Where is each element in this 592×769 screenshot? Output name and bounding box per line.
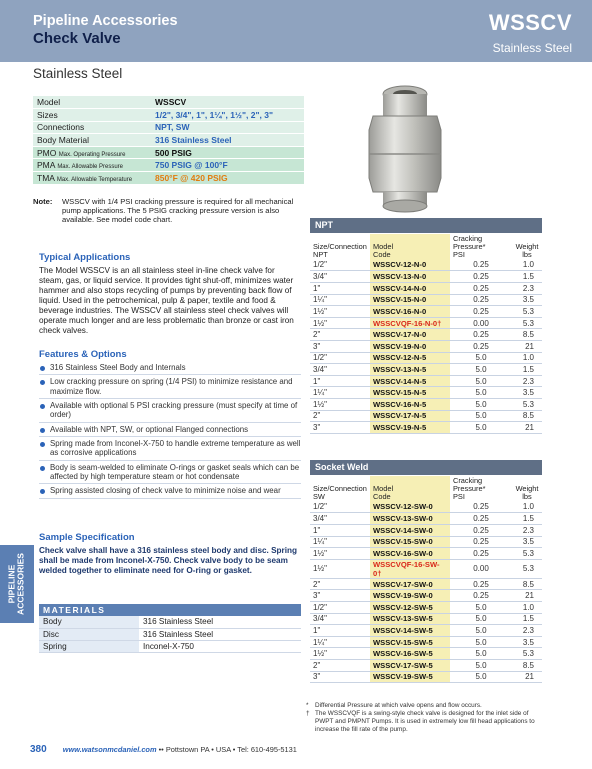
size-cell: 1½" — [310, 398, 370, 410]
table-row — [310, 294, 542, 306]
table-row — [310, 671, 542, 683]
table-row — [310, 317, 542, 329]
pressure-cell: 0.25 — [450, 329, 512, 341]
size-cell: 1/2" — [310, 352, 370, 364]
table-row — [310, 648, 542, 660]
table-row — [310, 340, 542, 352]
spec-value: 500 PSIG — [151, 146, 304, 159]
pressure-cell: 0.25 — [450, 590, 512, 602]
spec-row — [33, 96, 304, 109]
spec-value: NPT, SW — [151, 121, 304, 134]
pressure-cell: 5.0 — [450, 387, 512, 399]
npt-table-title: NPT — [310, 218, 542, 233]
weight-cell: 2.3 — [512, 625, 542, 637]
column-header — [310, 476, 370, 501]
table-row — [310, 601, 542, 613]
side-section-tab — [0, 545, 34, 623]
pressure-cell: 0.25 — [450, 524, 512, 536]
table-row — [310, 282, 542, 294]
product-title: Check Valve — [33, 30, 121, 47]
size-cell: 1¼" — [310, 636, 370, 648]
website-link[interactable]: www.watsonmcdaniel.com — [62, 745, 157, 754]
column-header-line: Model — [373, 241, 394, 251]
size-cell: 3/4" — [310, 364, 370, 376]
pressure-cell: 0.25 — [450, 536, 512, 548]
material-title: Stainless Steel — [492, 41, 572, 55]
column-header-unit: SW — [313, 491, 325, 501]
column-header-line: Size/Connection — [313, 241, 367, 251]
table-row — [310, 548, 542, 560]
pressure-cell: 5.0 — [450, 398, 512, 410]
feature-item: Spring assisted closing of check valve to minimize noise and wear — [39, 486, 301, 498]
model-code-cell: WSSCV-15-SW-5 — [370, 636, 450, 648]
size-cell: 1/2" — [310, 501, 370, 513]
spec-label: Sizes — [33, 109, 151, 122]
material-part: Body — [39, 616, 139, 628]
pressure-cell: 0.00 — [450, 317, 512, 329]
model-code-cell: WSSCV-13-N-0 — [370, 271, 450, 283]
size-cell: 3/4" — [310, 271, 370, 283]
table-row — [310, 410, 542, 422]
table-row — [310, 364, 542, 376]
material-row — [39, 628, 301, 640]
spec-label: PMO Max. Operating Pressure — [33, 146, 151, 159]
spec-label-detail: Max. Allowable Pressure — [57, 164, 124, 171]
spec-row — [33, 159, 304, 172]
model-code-cell: WSSCV-12-N-5 — [370, 352, 450, 364]
model-code-cell: WSSCV-19-SW-0 — [370, 590, 450, 602]
table-row — [310, 578, 542, 590]
page-header — [0, 0, 592, 62]
weight-cell: 1.0 — [512, 601, 542, 613]
weight-cell: 2.3 — [512, 524, 542, 536]
pressure-cell: 0.25 — [450, 259, 512, 271]
column-header — [310, 234, 370, 259]
feature-item: Low cracking pressure on spring (1/4 PSI) to minimize resistance and maximize flow. — [39, 377, 301, 399]
spec-value: 850°F @ 420 PSIG — [151, 172, 304, 185]
socket-weld-table — [310, 476, 542, 683]
size-cell: 2" — [310, 329, 370, 341]
sample-spec-text: Check valve shall have a 316 stainless steel body and disc. Spring shall be made from Inconel-X-750. Check valve body to be seam welded together to eliminate need for O-ring or gasket. — [39, 546, 298, 575]
pressure-cell: 0.25 — [450, 513, 512, 525]
pressure-cell: 5.0 — [450, 625, 512, 637]
material-value: 316 Stainless Steel — [139, 628, 301, 640]
model-code-cell: WSSCV-16-SW-5 — [370, 648, 450, 660]
model-code-cell: WSSCV-13-N-5 — [370, 364, 450, 376]
spec-label: Model — [33, 96, 151, 109]
footnotes — [306, 702, 546, 734]
footnote-text: Differential Pressure at which valve opens and flow occurs. — [315, 702, 482, 709]
size-cell: 1¼" — [310, 387, 370, 399]
model-code-cell: WSSCVQF-16-N-0† — [370, 317, 450, 329]
column-header-unit: Code — [373, 249, 391, 259]
pressure-cell: 0.25 — [450, 306, 512, 318]
size-cell: 3" — [310, 340, 370, 352]
table-row — [310, 536, 542, 548]
page-subtitle: Stainless Steel — [33, 66, 123, 81]
footnote-mark: † — [306, 710, 310, 717]
model-code-cell: WSSCV-15-N-5 — [370, 387, 450, 399]
weight-cell: 5.3 — [512, 559, 542, 578]
pressure-cell: 5.0 — [450, 364, 512, 376]
size-cell: 1½" — [310, 559, 370, 578]
table-row — [310, 659, 542, 671]
weight-cell: 8.5 — [512, 659, 542, 671]
weight-cell: 5.3 — [512, 648, 542, 660]
column-header — [370, 234, 450, 259]
material-value: 316 Stainless Steel — [139, 616, 301, 628]
spec-label: TMA Max. Allowable Temperature — [33, 172, 151, 185]
model-code-cell: WSSCV-19-N-0 — [370, 340, 450, 352]
spec-value: WSSCV — [151, 96, 304, 109]
materials-table — [39, 616, 301, 653]
model-code-cell: WSSCV-15-SW-0 — [370, 536, 450, 548]
model-code-cell: WSSCV-13-SW-0 — [370, 513, 450, 525]
weight-cell: 1.5 — [512, 513, 542, 525]
pressure-cell: 0.25 — [450, 271, 512, 283]
table-row — [310, 375, 542, 387]
model-code-cell: WSSCV-12-SW-5 — [370, 601, 450, 613]
column-header-line: Cracking Pressure* — [453, 476, 486, 493]
table-row — [310, 259, 542, 271]
size-cell: 2" — [310, 410, 370, 422]
pressure-cell: 5.0 — [450, 601, 512, 613]
weight-cell: 1.5 — [512, 271, 542, 283]
table-row — [310, 306, 542, 318]
model-code-cell: WSSCV-17-SW-5 — [370, 659, 450, 671]
pressure-cell: 0.25 — [450, 501, 512, 513]
pressure-cell: 0.25 — [450, 340, 512, 352]
weight-cell: 2.3 — [512, 375, 542, 387]
note — [33, 197, 308, 224]
table-row — [310, 625, 542, 637]
weight-cell: 1.0 — [512, 352, 542, 364]
size-cell: 1½" — [310, 648, 370, 660]
spec-label: PMA Max. Allowable Pressure — [33, 159, 151, 172]
size-cell: 3/4" — [310, 513, 370, 525]
pressure-cell: 0.25 — [450, 578, 512, 590]
column-header-unit: NPT — [313, 249, 328, 259]
material-part: Disc — [39, 628, 139, 640]
pressure-cell: 5.0 — [450, 352, 512, 364]
weight-cell: 3.5 — [512, 536, 542, 548]
weight-cell: 8.5 — [512, 329, 542, 341]
spec-value: 750 PSIG @ 100°F — [151, 159, 304, 172]
typical-applications-body: The Model WSSCV is an all stainless steel in-line check valve for steam, gas, or liquid service. It provides tight shut-off, minimizes water hammer and also stops recycling of pumps by preventing back flow of liquid. Used in the petrochemical, pulp & paper, textile and food & beverage industries. The WSSCV all stainless steel check valves will operate much longer and are less problematic than bronze or cast iron check valves. — [39, 266, 294, 335]
model-code-cell: WSSCV-19-N-5 — [370, 422, 450, 434]
weight-cell: 3.5 — [512, 387, 542, 399]
weight-cell: 21 — [512, 590, 542, 602]
weight-cell: 1.0 — [512, 259, 542, 271]
model-code-cell: WSSCV-19-SW-5 — [370, 671, 450, 683]
pressure-cell: 0.00 — [450, 559, 512, 578]
weight-cell: 5.3 — [512, 548, 542, 560]
footnote-text: The WSSCVQF is a swing-style check valve is designed for the inlet side of PWPT and PMPNT Pumps. It is used in extremely low fill head applications to increase the fill rate of the pump. — [315, 710, 535, 733]
weight-cell: 21 — [512, 340, 542, 352]
size-cell: 3" — [310, 590, 370, 602]
weight-cell: 8.5 — [512, 578, 542, 590]
model-code-cell: WSSCV-14-N-5 — [370, 375, 450, 387]
model-code-title: WSSCV — [488, 10, 572, 35]
table-row — [310, 613, 542, 625]
feature-item: Available with optional 5 PSI cracking pressure (must specify at time of order) — [39, 401, 301, 423]
footnote — [306, 710, 546, 734]
typical-applications-heading: Typical Applications — [39, 252, 131, 263]
size-cell: 1" — [310, 524, 370, 536]
pressure-cell: 5.0 — [450, 671, 512, 683]
model-code-cell: WSSCV-17-N-0 — [370, 329, 450, 341]
footnote — [306, 702, 546, 710]
weight-cell: 3.5 — [512, 636, 542, 648]
column-header-line: Cracking Pressure* — [453, 234, 486, 251]
table-row — [310, 636, 542, 648]
column-header — [512, 476, 542, 501]
side-tab-label: PIPELINE ACCESSORIES — [6, 553, 26, 615]
feature-item: Body is seam-welded to eliminate O-rings or gasket seals which can be affected by high temperature steam or hot condensate — [39, 463, 301, 485]
sw-table-title: Socket Weld — [310, 460, 542, 475]
spec-table — [33, 96, 304, 185]
weight-cell: 1.5 — [512, 364, 542, 376]
model-code-cell: WSSCV-12-SW-0 — [370, 501, 450, 513]
model-code-cell: WSSCV-14-SW-0 — [370, 524, 450, 536]
size-cell: 1¼" — [310, 536, 370, 548]
pressure-cell: 5.0 — [450, 375, 512, 387]
spec-value: 316 Stainless Steel — [151, 134, 304, 147]
pressure-cell: 0.25 — [450, 282, 512, 294]
weight-cell: 8.5 — [512, 410, 542, 422]
features-list — [39, 363, 301, 501]
spec-row — [33, 146, 304, 159]
spec-label: Body Material — [33, 134, 151, 147]
column-header-line: Size/Connection — [313, 483, 367, 493]
weight-cell: 5.3 — [512, 398, 542, 410]
size-cell: 1/2" — [310, 259, 370, 271]
column-header-line: Weight — [515, 483, 539, 493]
model-code-cell: WSSCVQF-16-SW-0† — [370, 559, 450, 578]
column-header — [450, 476, 512, 501]
weight-cell: 21 — [512, 671, 542, 683]
pressure-cell: 5.0 — [450, 659, 512, 671]
column-header — [450, 234, 512, 259]
weight-cell: 2.3 — [512, 282, 542, 294]
weight-cell: 5.3 — [512, 306, 542, 318]
model-code-cell: WSSCV-14-N-0 — [370, 282, 450, 294]
size-cell: 1" — [310, 375, 370, 387]
weight-cell: 21 — [512, 422, 542, 434]
table-row — [310, 398, 542, 410]
page-number: 380 — [30, 744, 47, 755]
table-row — [310, 329, 542, 341]
model-code-cell: WSSCV-15-N-0 — [370, 294, 450, 306]
model-code-cell: WSSCV-12-N-0 — [370, 259, 450, 271]
column-header-unit: Code — [373, 491, 391, 501]
column-header-unit: PSI — [453, 249, 465, 259]
feature-item: Spring made from Inconel-X-750 to handle extreme temperature as well as corrosive applications — [39, 439, 301, 461]
model-code-cell: WSSCV-16-SW-0 — [370, 548, 450, 560]
note-label: Note: — [33, 197, 53, 206]
footnote-mark: * — [306, 702, 309, 709]
table-row — [310, 590, 542, 602]
table-row — [310, 271, 542, 283]
table-row — [310, 387, 542, 399]
table-row — [310, 524, 542, 536]
model-code-cell: WSSCV-16-N-0 — [370, 306, 450, 318]
model-code-cell: WSSCV-17-N-5 — [370, 410, 450, 422]
model-code-cell: WSSCV-13-SW-5 — [370, 613, 450, 625]
weight-cell: 5.3 — [512, 317, 542, 329]
spec-row — [33, 172, 304, 185]
column-header — [370, 476, 450, 501]
size-cell: 2" — [310, 578, 370, 590]
column-header — [512, 234, 542, 259]
model-code-cell: WSSCV-16-N-5 — [370, 398, 450, 410]
category-title: Pipeline Accessories — [33, 13, 178, 29]
pressure-cell: 5.0 — [450, 636, 512, 648]
spec-label-detail: Max. Allowable Temperature — [56, 176, 133, 183]
size-cell: 3" — [310, 671, 370, 683]
pressure-cell: 5.0 — [450, 422, 512, 434]
spec-label-detail: Max. Operating Pressure — [58, 151, 126, 158]
features-heading: Features & Options — [39, 349, 127, 360]
pressure-cell: 5.0 — [450, 613, 512, 625]
spec-value: 1/2", 3/4", 1", 1¼", 1½", 2", 3" — [151, 109, 304, 122]
weight-cell: 1.0 — [512, 501, 542, 513]
column-header-unit: lbs — [522, 249, 532, 259]
typical-applications-text — [39, 266, 301, 336]
model-code-cell: WSSCV-17-SW-0 — [370, 578, 450, 590]
model-code-cell: WSSCV-14-SW-5 — [370, 625, 450, 637]
size-cell: 3/4" — [310, 613, 370, 625]
table-row — [310, 422, 542, 434]
size-cell: 1½" — [310, 548, 370, 560]
page-footer — [30, 744, 297, 755]
spec-row — [33, 134, 304, 147]
sample-spec-heading: Sample Specification — [39, 532, 135, 543]
pressure-cell: 5.0 — [450, 410, 512, 422]
pressure-cell: 5.0 — [450, 648, 512, 660]
check-valve-photo — [355, 80, 455, 215]
weight-cell: 3.5 — [512, 294, 542, 306]
spec-row — [33, 121, 304, 134]
size-cell: 1" — [310, 625, 370, 637]
size-cell: 3" — [310, 422, 370, 434]
table-row — [310, 559, 542, 578]
pressure-cell: 0.25 — [450, 294, 512, 306]
note-text: WSSCV with 1/4 PSI cracking pressure is required for all mechanical pump applications. The 5 PSIG cracking pressure version is also available. See model code chart. — [62, 197, 294, 225]
npt-table — [310, 234, 542, 434]
column-header-unit: PSI — [453, 491, 465, 501]
materials-title: MATERIALS — [39, 604, 301, 616]
size-cell: 1½" — [310, 306, 370, 318]
material-value: Inconel-X-750 — [139, 640, 301, 652]
contact-info: •• Pottstown PA • USA • Tel: 610-495-5131 — [158, 745, 297, 754]
table-row — [310, 513, 542, 525]
column-header-line: Weight — [515, 241, 539, 251]
size-cell: 1¼" — [310, 294, 370, 306]
size-cell: 1/2" — [310, 601, 370, 613]
feature-item: Available with NPT, SW, or optional Flanged connections — [39, 425, 301, 437]
material-row — [39, 616, 301, 628]
pressure-cell: 0.25 — [450, 548, 512, 560]
table-row — [310, 352, 542, 364]
column-header-unit: lbs — [522, 491, 532, 501]
material-row — [39, 640, 301, 652]
table-row — [310, 501, 542, 513]
spec-row — [33, 109, 304, 122]
material-part: Spring — [39, 640, 139, 652]
size-cell: 2" — [310, 659, 370, 671]
weight-cell: 1.5 — [512, 613, 542, 625]
size-cell: 1½" — [310, 317, 370, 329]
feature-item: 316 Stainless Steel Body and Internals — [39, 363, 301, 375]
size-cell: 1" — [310, 282, 370, 294]
column-header-line: Model — [373, 483, 394, 493]
spec-label: Connections — [33, 121, 151, 134]
